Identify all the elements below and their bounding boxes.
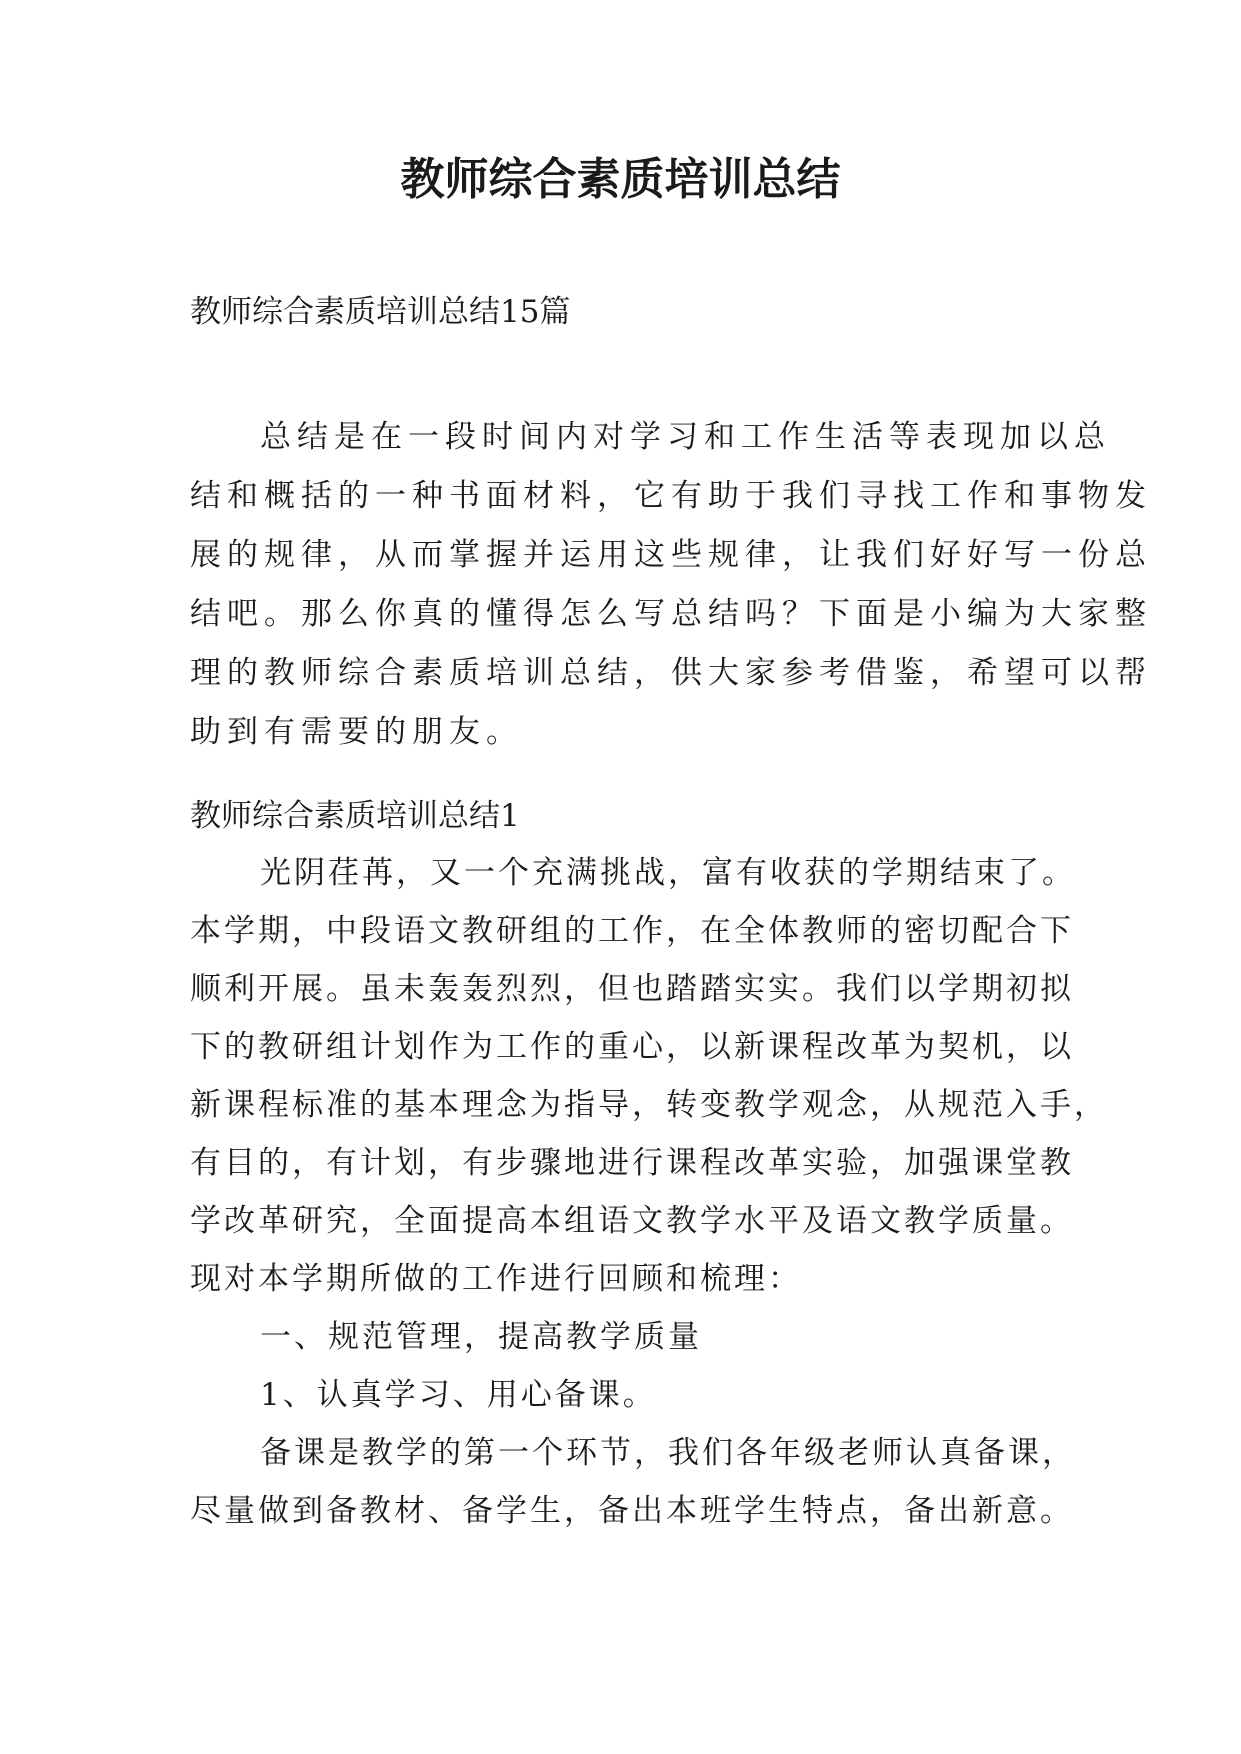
section-body (190, 844, 1108, 1540)
body-line: 下的教研组计划作为工作的重心，以新课程改革为契机，以 (190, 1029, 1074, 1065)
subheading-line: 一、规范管理，提高教学质量 (260, 1319, 702, 1355)
intro-line: 助到有需要的朋友。 (190, 714, 523, 750)
intro-line: 总结是在一段时间内对学习和工作生活等表现加以总 (260, 419, 1111, 455)
body-line: 有目的，有计划，有步骤地进行课程改革实验，加强课堂教 (190, 1145, 1074, 1181)
subheading-paragraph (190, 1308, 1070, 1366)
document-subtitle: 教师综合素质培训总结15篇 (190, 294, 571, 330)
body-line: 顺利开展。虽未轰轰烈烈，但也踏踏实实。我们以学期初拟 (190, 971, 1074, 1007)
section-heading: 教师综合素质培训总结1 (190, 798, 520, 834)
body-paragraph-2 (190, 1424, 1076, 1540)
document-title: 教师综合素质培训总结 (400, 154, 841, 205)
intro-line: 结和概括的一种书面材料，它有助于我们寻找工作和事物发 (190, 478, 1152, 514)
body-line: 光阴荏苒，又一个充满挑战，富有收获的学期结束了。 (260, 855, 1076, 891)
body-line: 现对本学期所做的工作进行回顾和梳理： (190, 1261, 802, 1297)
intro-line: 结吧。那么你真的懂得怎么写总结吗？下面是小编为大家整 (190, 596, 1152, 632)
intro-line: 理的教师综合素质培训总结，供大家参考借鉴，希望可以帮 (190, 655, 1152, 691)
body-line: 本学期，中段语文教研组的工作，在全体教师的密切配合下 (190, 913, 1074, 949)
body-line: 学改革研究，全面提高本组语文教学水平及语文教学质量。 (190, 1203, 1074, 1239)
body-line: 新课程标准的基本理念为指导，转变教学观念，从规范入手， (190, 1087, 1108, 1123)
intro-line: 展的规律，从而掌握并运用这些规律，让我们好好写一份总 (190, 537, 1152, 573)
intro-paragraph (190, 408, 1152, 762)
body-paragraph-1 (190, 844, 1108, 1308)
body-line: 备课是教学的第一个环节，我们各年级老师认真备课， (260, 1435, 1076, 1471)
item-line: 1、认真学习、用心备课。 (260, 1377, 657, 1413)
item-paragraph (190, 1366, 1070, 1424)
body-line: 尽量做到备教材、备学生，备出本班学生特点，备出新意。 (190, 1493, 1074, 1529)
